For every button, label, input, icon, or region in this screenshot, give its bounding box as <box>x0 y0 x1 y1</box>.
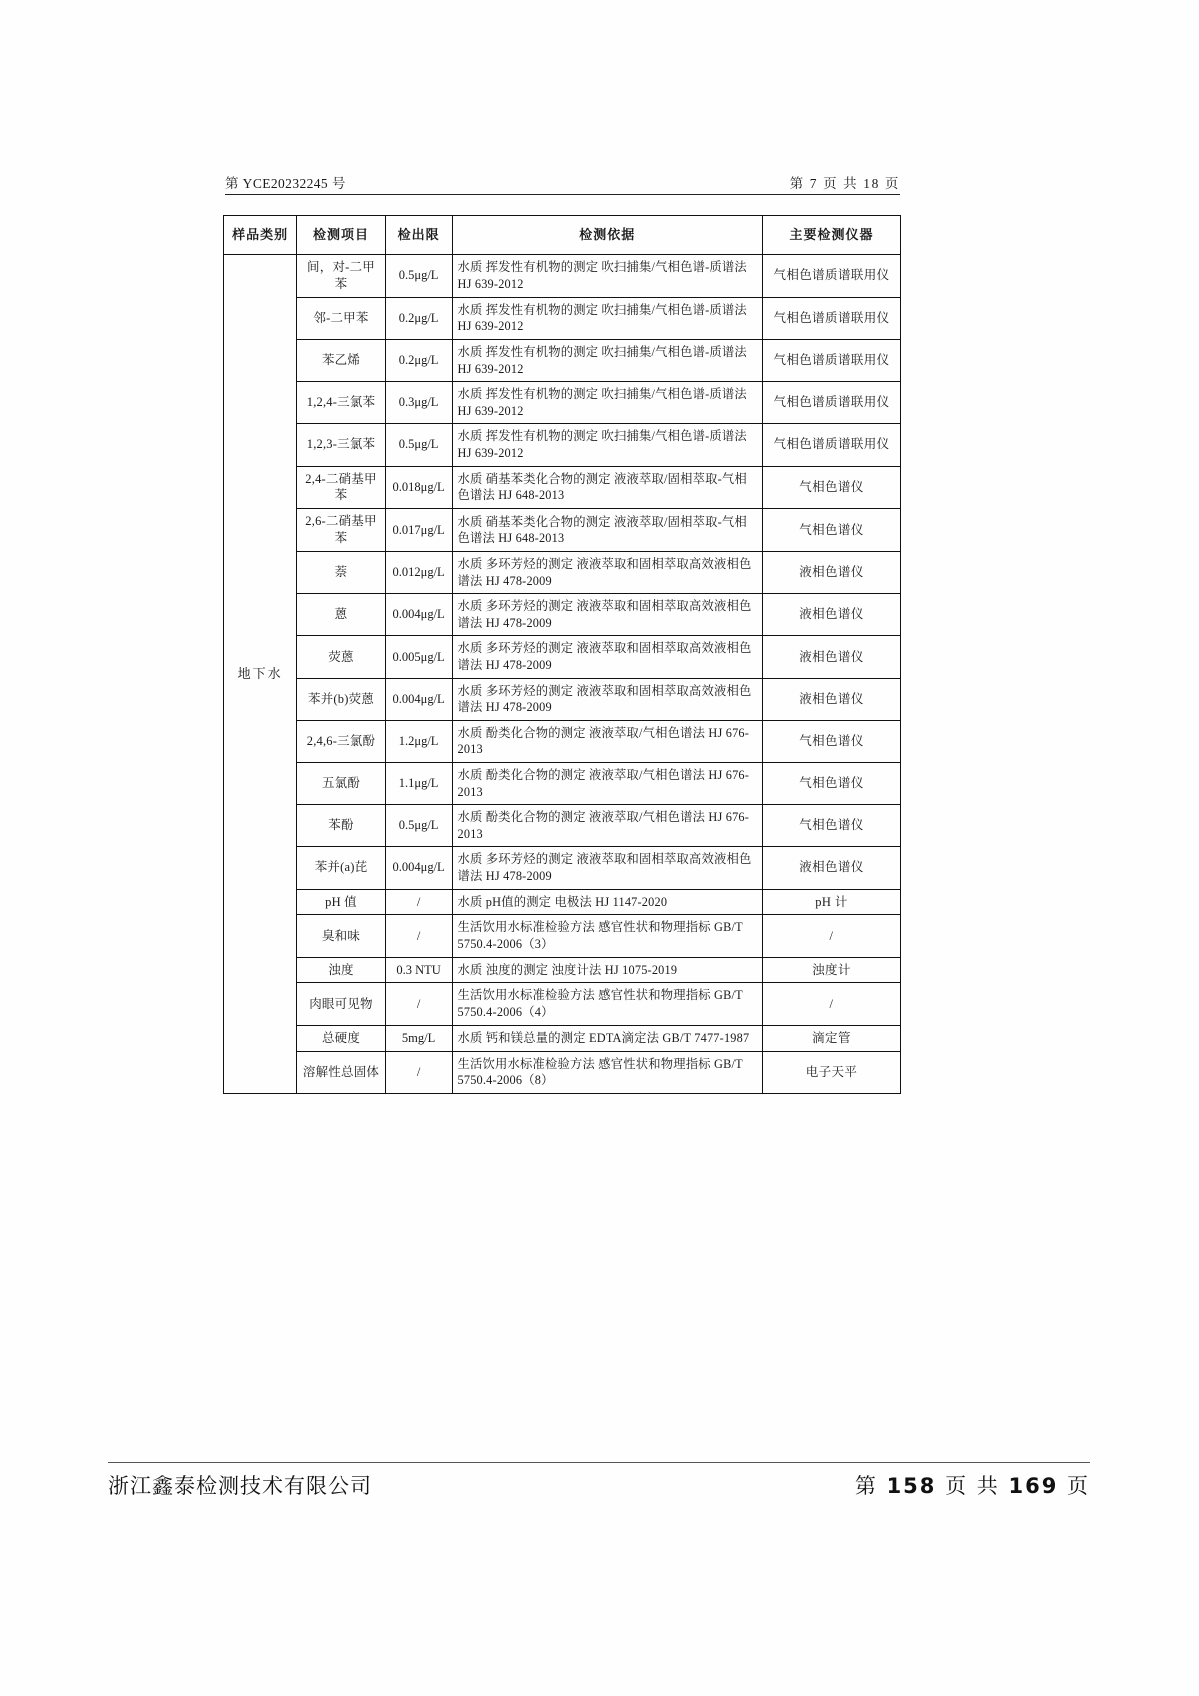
detection-item-cell: 2,4,6-三氯酚 <box>297 720 385 762</box>
detection-limit-cell: / <box>385 983 452 1025</box>
detection-basis-cell: 水质 挥发性有机物的测定 吹扫捕集/气相色谱-质谱法 HJ 639-2012 <box>452 297 762 339</box>
table-header-row <box>224 216 901 255</box>
table-row <box>224 424 901 466</box>
detection-limit-cell: / <box>385 915 452 957</box>
table-row <box>224 1025 901 1051</box>
detection-item-cell: 1,2,3-三氯苯 <box>297 424 385 466</box>
page-footer <box>108 1470 1090 1500</box>
instrument-cell: 气相色谱质谱联用仪 <box>762 382 900 424</box>
detection-limit-cell: 0.5μg/L <box>385 424 452 466</box>
detection-basis-cell: 水质 挥发性有机物的测定 吹扫捕集/气相色谱-质谱法 HJ 639-2012 <box>452 339 762 381</box>
detection-basis-cell: 水质 pH值的测定 电极法 HJ 1147-2020 <box>452 889 762 915</box>
table-row <box>224 382 901 424</box>
detection-limit-cell: 5mg/L <box>385 1025 452 1051</box>
table-body <box>224 255 901 1094</box>
detection-item-cell: pH 值 <box>297 889 385 915</box>
detection-limit-cell: 0.012μg/L <box>385 552 452 594</box>
detection-item-cell: 1,2,4-三氯苯 <box>297 382 385 424</box>
detection-limit-cell: 0.5μg/L <box>385 255 452 298</box>
detection-item-cell: 2,6-二硝基甲苯 <box>297 509 385 552</box>
column-header-basis: 检测依据 <box>452 216 762 255</box>
table-row <box>224 805 901 847</box>
table-row <box>224 255 901 298</box>
detection-limit-cell: 0.005μg/L <box>385 636 452 678</box>
instrument-cell: 气相色谱仪 <box>762 466 900 509</box>
table-row <box>224 762 901 804</box>
table-row <box>224 1051 901 1093</box>
detection-item-cell: 苯并(a)芘 <box>297 847 385 889</box>
detection-item-cell: 邻-二甲苯 <box>297 297 385 339</box>
detection-limit-cell: 1.1μg/L <box>385 762 452 804</box>
detection-item-cell: 五氯酚 <box>297 762 385 804</box>
footer-page-indicator <box>855 1470 1090 1500</box>
instrument-cell: 气相色谱质谱联用仪 <box>762 339 900 381</box>
detection-item-cell: 臭和味 <box>297 915 385 957</box>
footer-divider <box>108 1462 1090 1463</box>
instrument-cell: 电子天平 <box>762 1051 900 1093</box>
table-row <box>224 297 901 339</box>
detection-limit-cell: 1.2μg/L <box>385 720 452 762</box>
detection-limit-cell: 0.004μg/L <box>385 847 452 889</box>
instrument-cell: pH 计 <box>762 889 900 915</box>
detection-basis-cell: 生活饮用水标准检验方法 感官性状和物理指标 GB/T 5750.4-2006（4） <box>452 983 762 1025</box>
column-header-sample-type: 样品类别 <box>224 216 297 255</box>
report-number: 第 YCE20232245 号 <box>225 176 346 191</box>
instrument-cell: 气相色谱仪 <box>762 509 900 552</box>
table-row <box>224 847 901 889</box>
column-header-instrument: 主要检测仪器 <box>762 216 900 255</box>
table-row <box>224 466 901 509</box>
table-row <box>224 915 901 957</box>
instrument-cell: 液相色谱仪 <box>762 594 900 636</box>
detection-item-cell: 肉眼可见物 <box>297 983 385 1025</box>
detection-basis-cell: 生活饮用水标准检验方法 感官性状和物理指标 GB/T 5750.4-2006（3） <box>452 915 762 957</box>
detection-limit-cell: 0.2μg/L <box>385 297 452 339</box>
instrument-cell: 气相色谱仪 <box>762 720 900 762</box>
instrument-cell: / <box>762 915 900 957</box>
detection-basis-cell: 水质 多环芳烃的测定 液液萃取和固相萃取高效液相色谱法 HJ 478-2009 <box>452 847 762 889</box>
instrument-cell: 液相色谱仪 <box>762 636 900 678</box>
footer-page-total: 169 <box>1008 1474 1059 1498</box>
detection-item-cell: 间，对-二甲苯 <box>297 255 385 298</box>
instrument-cell: 气相色谱质谱联用仪 <box>762 424 900 466</box>
detection-limit-cell: 0.3μg/L <box>385 382 452 424</box>
instrument-cell: 滴定管 <box>762 1025 900 1051</box>
instrument-cell: 液相色谱仪 <box>762 847 900 889</box>
instrument-cell: 液相色谱仪 <box>762 678 900 720</box>
table-row <box>224 678 901 720</box>
table-row <box>224 594 901 636</box>
detection-basis-cell: 水质 硝基苯类化合物的测定 液液萃取/固相萃取-气相色谱法 HJ 648-2013 <box>452 466 762 509</box>
table-row <box>224 983 901 1025</box>
detection-basis-cell: 生活饮用水标准检验方法 感官性状和物理指标 GB/T 5750.4-2006（8） <box>452 1051 762 1093</box>
detection-basis-cell: 水质 多环芳烃的测定 液液萃取和固相萃取高效液相色谱法 HJ 478-2009 <box>452 678 762 720</box>
detection-basis-cell: 水质 多环芳烃的测定 液液萃取和固相萃取高效液相色谱法 HJ 478-2009 <box>452 552 762 594</box>
table-row <box>224 957 901 983</box>
instrument-cell: 液相色谱仪 <box>762 552 900 594</box>
detection-basis-cell: 水质 酚类化合物的测定 液液萃取/气相色谱法 HJ 676-2013 <box>452 805 762 847</box>
detection-item-cell: 苯并(b)荧蒽 <box>297 678 385 720</box>
detection-basis-cell: 水质 酚类化合物的测定 液液萃取/气相色谱法 HJ 676-2013 <box>452 720 762 762</box>
instrument-cell: / <box>762 983 900 1025</box>
table-row <box>224 509 901 552</box>
instrument-cell: 气相色谱质谱联用仪 <box>762 297 900 339</box>
header-divider <box>225 194 900 195</box>
detection-item-cell: 2,4-二硝基甲苯 <box>297 466 385 509</box>
detection-basis-cell: 水质 硝基苯类化合物的测定 液液萃取/固相萃取-气相色谱法 HJ 648-2013 <box>452 509 762 552</box>
detection-limit-cell: / <box>385 1051 452 1093</box>
table-row <box>224 339 901 381</box>
detection-basis-cell: 水质 多环芳烃的测定 液液萃取和固相萃取高效液相色谱法 HJ 478-2009 <box>452 636 762 678</box>
detection-limit-cell: 0.004μg/L <box>385 678 452 720</box>
detection-basis-cell: 水质 多环芳烃的测定 液液萃取和固相萃取高效液相色谱法 HJ 478-2009 <box>452 594 762 636</box>
detection-limit-cell: 0.004μg/L <box>385 594 452 636</box>
instrument-cell: 气相色谱仪 <box>762 805 900 847</box>
detection-basis-cell: 水质 钙和镁总量的测定 EDTA滴定法 GB/T 7477-1987 <box>452 1025 762 1051</box>
detection-basis-cell: 水质 浊度的测定 浊度计法 HJ 1075-2019 <box>452 957 762 983</box>
detection-item-cell: 荧蒽 <box>297 636 385 678</box>
table-row <box>224 552 901 594</box>
footer-page-prefix: 第 <box>854 1474 878 1498</box>
detection-limit-cell: 0.017μg/L <box>385 509 452 552</box>
detection-item-cell: 蒽 <box>297 594 385 636</box>
page-header <box>225 172 900 192</box>
detection-limit-cell: 0.5μg/L <box>385 805 452 847</box>
table-row <box>224 636 901 678</box>
detection-basis-cell: 水质 酚类化合物的测定 液液萃取/气相色谱法 HJ 676-2013 <box>452 762 762 804</box>
sample-type-cell: 地下水 <box>224 255 297 1094</box>
footer-page-middle: 页 共 <box>945 1474 1000 1498</box>
instrument-cell: 浊度计 <box>762 957 900 983</box>
company-name: 浙江鑫泰检测技术有限公司 <box>108 1474 372 1498</box>
detection-item-cell: 溶解性总固体 <box>297 1051 385 1093</box>
detection-items-table <box>223 215 901 1094</box>
detection-limit-cell: 0.018μg/L <box>385 466 452 509</box>
detection-item-cell: 浊度 <box>297 957 385 983</box>
instrument-cell: 气相色谱仪 <box>762 762 900 804</box>
instrument-cell: 气相色谱质谱联用仪 <box>762 255 900 298</box>
column-header-detection-limit: 检出限 <box>385 216 452 255</box>
detection-item-cell: 萘 <box>297 552 385 594</box>
footer-page-current: 158 <box>886 1474 937 1498</box>
footer-page-suffix: 页 <box>1067 1474 1090 1498</box>
detection-basis-cell: 水质 挥发性有机物的测定 吹扫捕集/气相色谱-质谱法 HJ 639-2012 <box>452 382 762 424</box>
table-row <box>224 720 901 762</box>
detection-limit-cell: 0.3 NTU <box>385 957 452 983</box>
header-page-indicator: 第 7 页 共 18 页 <box>789 176 900 191</box>
detection-basis-cell: 水质 挥发性有机物的测定 吹扫捕集/气相色谱-质谱法 HJ 639-2012 <box>452 424 762 466</box>
detection-item-cell: 总硬度 <box>297 1025 385 1051</box>
detection-limit-cell: / <box>385 889 452 915</box>
detection-item-cell: 苯酚 <box>297 805 385 847</box>
table-row <box>224 889 901 915</box>
detection-limit-cell: 0.2μg/L <box>385 339 452 381</box>
detection-basis-cell: 水质 挥发性有机物的测定 吹扫捕集/气相色谱-质谱法 HJ 639-2012 <box>452 255 762 298</box>
column-header-item: 检测项目 <box>297 216 385 255</box>
detection-item-cell: 苯乙烯 <box>297 339 385 381</box>
